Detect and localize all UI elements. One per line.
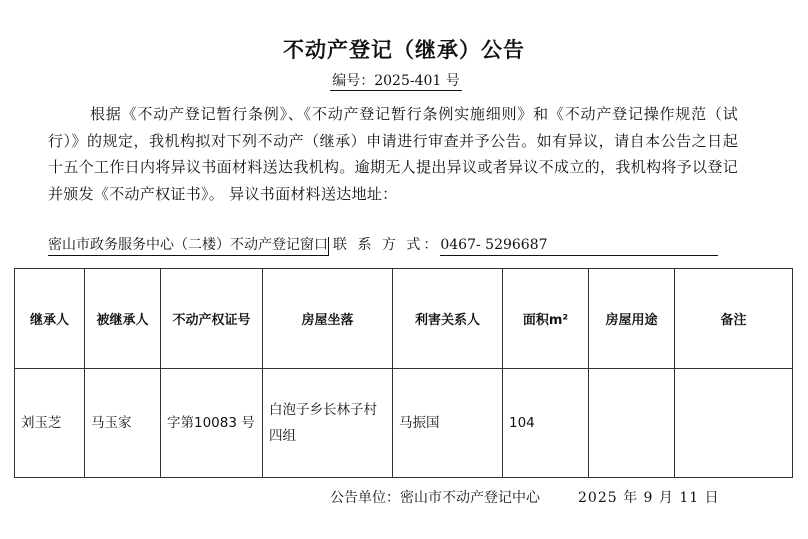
- cell-usage: [589, 369, 675, 478]
- header-interested-party: 利害关系人: [393, 269, 503, 369]
- header-certificate-no: 不动产权证号: [161, 269, 263, 369]
- header-decedent: 被继承人: [85, 269, 161, 369]
- table-row: [15, 369, 793, 478]
- body-paragraph: 根据《不动产登记暂行条例》、《不动产登记暂行条例实施细则》和《不动产登记操作规范（试行）》的规定，我机构拟对下列不动产（继承）申请进行审查并予公告。如有异议，请自本公告之日起十五个工作日内将异议书面材料送达我机构。逾期无人提出异议或者异议不成立的，我机构将予以登记并颁发《不动产权证书》。 异议书面材料送达地址：: [48, 105, 738, 203]
- header-heir: 继承人: [15, 269, 85, 369]
- issuing-unit: 公告单位：密山市不动产登记中心: [330, 490, 540, 506]
- phone-label: 联 系 方 式：: [333, 237, 441, 253]
- doc-number-text: 编号：2025-401 号: [332, 73, 460, 89]
- header-usage: 房屋用途: [589, 269, 675, 369]
- header-area: 面积m²: [503, 269, 589, 369]
- cell-decedent: 马玉家: [85, 369, 161, 478]
- footer: [330, 487, 720, 507]
- cell-remarks: [675, 369, 793, 478]
- cell-heir: 刘玉芝: [15, 369, 85, 478]
- address: 密山市政务服务中心（二楼）不动产登记窗口: [48, 237, 329, 256]
- cell-certificate-no: 字第10083 号: [161, 369, 263, 478]
- table-header-row: [15, 269, 793, 369]
- header-location: 房屋坐落: [263, 269, 393, 369]
- cell-area: 104: [503, 369, 589, 478]
- page-title: 不动产登记（继承）公告: [283, 38, 525, 62]
- cell-interested-party: 马振国: [393, 369, 503, 478]
- announcement-table: [14, 268, 793, 478]
- header-remarks: 备注: [675, 269, 793, 369]
- cell-location: 白泡子乡长林子村四组: [263, 369, 393, 478]
- phone: 0467- 5296687: [440, 237, 718, 256]
- address-line: [48, 234, 718, 256]
- issue-date: 2025 年 9 月 11 日: [578, 490, 720, 506]
- doc-number: [0, 70, 792, 90]
